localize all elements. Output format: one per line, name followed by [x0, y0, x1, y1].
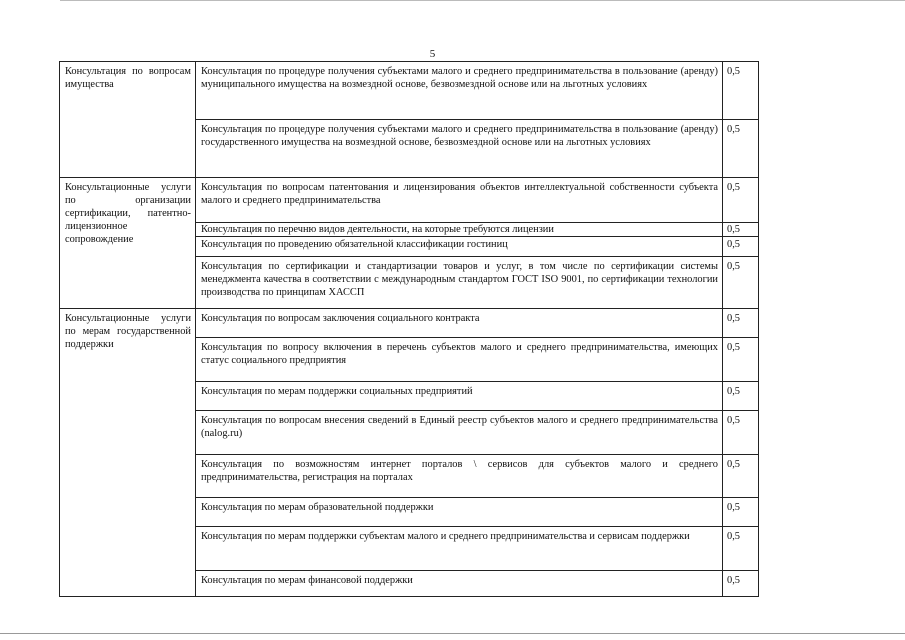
category-label: Консультационные услуги по организации сертификации, патентно-лицензионное сопровождение — [65, 182, 191, 245]
category-label: Консультация по вопросам имущества — [65, 66, 191, 90]
service-cell: Консультация по вопросам внесения сведений в Единый реестр субъектов малого и среднего предпринимательства (nalog.ru) — [196, 411, 723, 455]
value-cell: 0,5 — [723, 527, 759, 571]
value-cell: 0,5 — [723, 120, 759, 178]
service-cell: Консультация по процедуре получения субъектами малого и среднего предпринимательства в пользование (аренду) государственного имущества на возмездной основе, безвозмездной основе или на льготных условиях — [196, 120, 723, 178]
table-row — [60, 62, 759, 120]
service-cell: Консультация по мерам поддержки социальных предприятий — [196, 382, 723, 411]
service-cell: Консультация по вопросам патентования и лицензирования объектов интеллектуальной собственности субъекта малого и среднего предпринимательства — [196, 178, 723, 223]
value-cell: 0,5 — [723, 411, 759, 455]
value-cell: 0,5 — [723, 571, 759, 597]
value-cell: 0,5 — [723, 455, 759, 498]
category-cell — [60, 62, 196, 178]
service-cell: Консультация по мерам образовательной поддержки — [196, 498, 723, 527]
page-number: 5 — [429, 48, 436, 60]
service-cell: Консультация по сертификации и стандартизации товаров и услуг, в том числе по сертификации системы менеджмента качества в соответствии с международным стандартом ГОСТ ISO 9001, по сертификации технологии производства по принципам ХАССП — [196, 257, 723, 309]
scan-edge-top — [60, 0, 905, 1]
value-cell: 0,5 — [723, 382, 759, 411]
table-row — [60, 178, 759, 223]
scan-edge-bottom — [0, 633, 905, 634]
service-cell: Консультация по мерам поддержки субъектам малого и среднего предпринимательства и сервисам поддержки — [196, 527, 723, 571]
value-cell: 0,5 — [723, 178, 759, 223]
category-cell — [60, 309, 196, 597]
value-cell: 0,5 — [723, 62, 759, 120]
category-label: Консультационные услуги по мерам государственной поддержки — [65, 313, 191, 350]
services-table — [59, 61, 759, 597]
value-cell: 0,5 — [723, 223, 759, 237]
service-cell: Консультация по проведению обязательной классификации гостиниц — [196, 237, 723, 257]
table-row — [60, 309, 759, 338]
value-cell: 0,5 — [723, 309, 759, 338]
service-cell: Консультация по мерам финансовой поддержки — [196, 571, 723, 597]
service-cell: Консультация по процедуре получения субъектами малого и среднего предпринимательства в пользование (аренду) муниципального имущества на возмездной основе, безвозмездной основе или на льготных условиях — [196, 62, 723, 120]
service-cell: Консультация по возможностям интернет порталов \ сервисов для субъектов малого и среднего предпринимательства, регистрация на порталах — [196, 455, 723, 498]
value-cell: 0,5 — [723, 237, 759, 257]
value-cell: 0,5 — [723, 338, 759, 382]
value-cell: 0,5 — [723, 257, 759, 309]
service-cell: Консультация по вопросу включения в перечень субъектов малого и среднего предпринимательства, имеющих статус социального предприятия — [196, 338, 723, 382]
service-cell: Консультация по вопросам заключения социального контракта — [196, 309, 723, 338]
service-cell: Консультация по перечню видов деятельности, на которые требуются лицензии — [196, 223, 723, 237]
value-cell: 0,5 — [723, 498, 759, 527]
category-cell — [60, 178, 196, 309]
